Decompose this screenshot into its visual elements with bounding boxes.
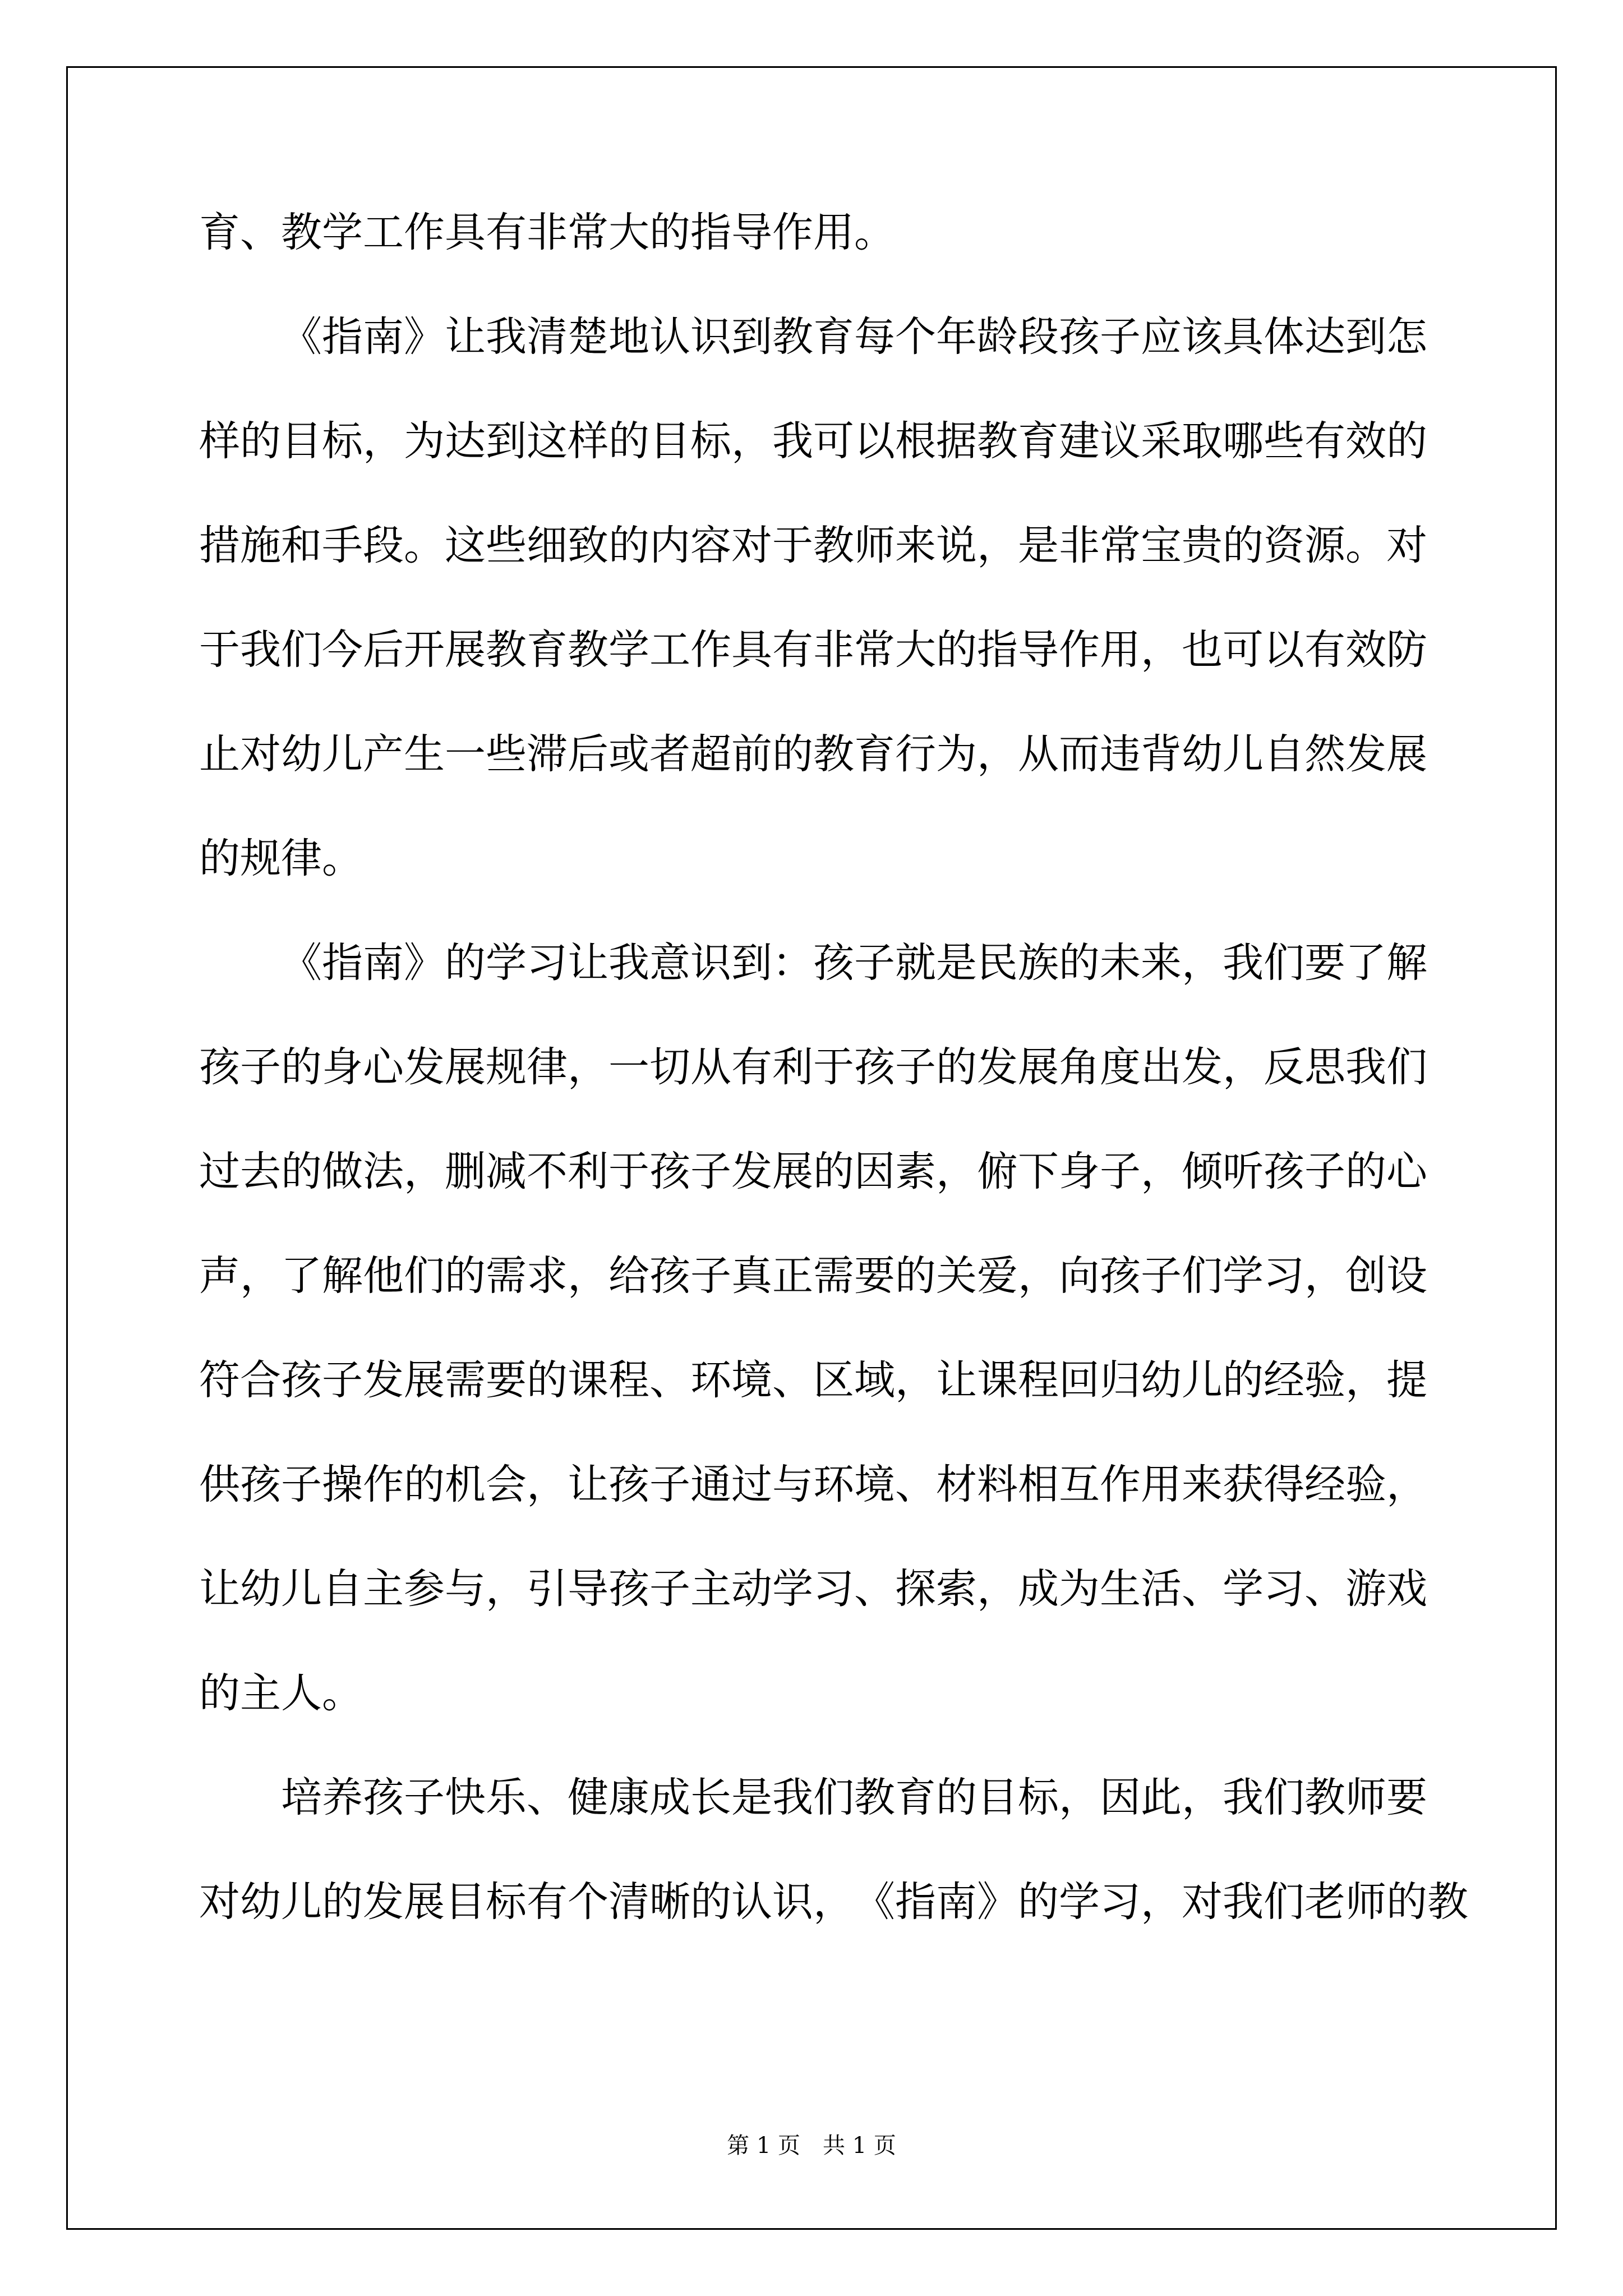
text-line: 《 指 南 》 的 学 习 让 我 意 识 到 ： 孩 子 就 是 民 族 的 未 来 ， 我 们 要 了 解 xyxy=(281,939,1427,987)
text-line: 让 幼 儿 自 主 参 与 ， 引 导 孩 子 主 动 学 习 、 探 索 ， 成 为 生 活 、 学 习 、 游 戏 xyxy=(199,1565,1427,1613)
text-line: 声 ， 了 解 他 们 的 需 求 ， 给 孩 子 真 正 需 要 的 关 爱 ， 向 孩 子 们 学 习 ， 创 设 xyxy=(199,1252,1427,1300)
text-line: 《 指 南 》 让 我 清 楚 地 认 识 到 教 育 每 个 年 龄 段 孩 子 应 该 具 体 达 到 怎 xyxy=(281,313,1427,361)
text-line: 的 主 人 。 xyxy=(199,1669,363,1717)
text-line: 孩 子 的 身 心 发 展 规 律 ， 一 切 从 有 利 于 孩 子 的 发 展 角 度 出 发 ， 反 思 我 们 xyxy=(199,1043,1427,1091)
text-line: 育 、 教 学 工 作 具 有 非 常 大 的 指 导 作 用 。 xyxy=(199,209,895,256)
document-body xyxy=(199,209,1468,1986)
text-line: 供 孩 子 操 作 的 机 会 ， 让 孩 子 通 过 与 环 境 、 材 料 相 互 作 用 来 获 得 经 验 ， xyxy=(199,1461,1427,1508)
text-line: 样 的 目 标 ， 为 达 到 这 样 的 目 标 ， 我 可 以 根 据 教 育 建 议 采 取 哪 些 有 效 的 xyxy=(199,417,1427,465)
text-line: 培 养 孩 子 快 乐 、 健 康 成 长 是 我 们 教 育 的 目 标 ， 因 此 ， 我 们 教 师 要 xyxy=(281,1774,1427,1821)
page-number-footer: 第 1 页 共 1 页 xyxy=(727,2133,896,2159)
text-line: 于 我 们 今 后 开 展 教 育 教 学 工 作 具 有 非 常 大 的 指 导 作 用 ， 也 可 以 有 效 防 xyxy=(199,626,1427,674)
text-line: 对 幼 儿 的 发 展 目 标 有 个 清 晰 的 认 识 ， 《 指 南 》 的 学 习 ， 对 我 们 老 师 的 教 xyxy=(199,1878,1468,1926)
text-line: 过 去 的 做 法 ， 删 减 不 利 于 孩 子 发 展 的 因 素 ， 俯 下 身 子 ， 倾 听 孩 子 的 心 xyxy=(199,1148,1427,1195)
text-line: 止 对 幼 儿 产 生 一 些 滞 后 或 者 超 前 的 教 育 行 为 ， 从 而 违 背 幼 儿 自 然 发 展 xyxy=(199,730,1427,778)
text-line: 措 施 和 手 段 。 这 些 细 致 的 内 容 对 于 教 师 来 说 ， 是 非 常 宝 贵 的 资 源 。 对 xyxy=(199,522,1427,569)
text-line: 的 规 律 。 xyxy=(199,835,363,882)
text-line: 符 合 孩 子 发 展 需 要 的 课 程 、 环 境 、 区 域 ， 让 课 程 回 归 幼 儿 的 经 验 ， 提 xyxy=(199,1356,1427,1404)
